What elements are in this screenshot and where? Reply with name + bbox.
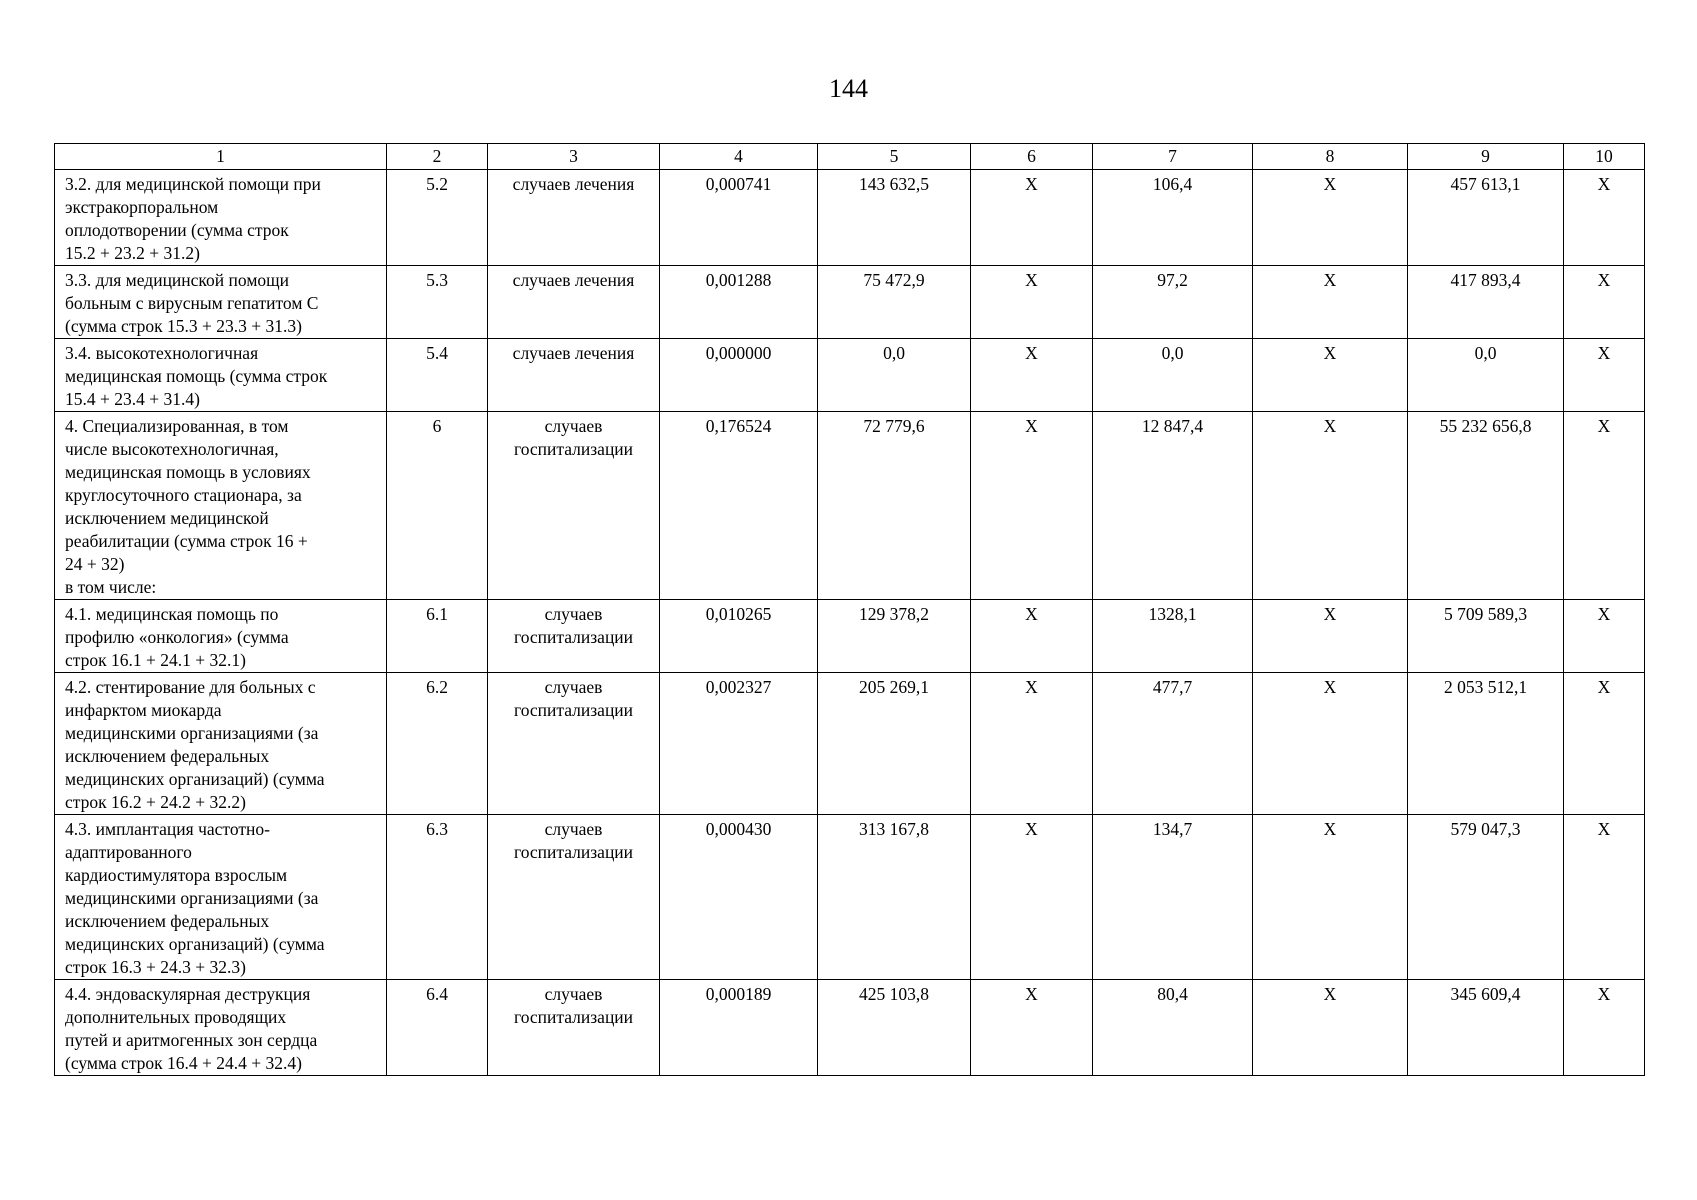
unit-cell <box>488 980 660 1076</box>
per-capita-cell: 97,2 <box>1093 266 1253 339</box>
unit-line: случаев <box>544 984 603 1004</box>
row-code-cell: 6.1 <box>387 600 488 673</box>
unit-cell <box>488 339 660 412</box>
value-x-cell: Х <box>1564 600 1645 673</box>
indicator-name-line: 3.2. для медицинской помощи при <box>65 174 321 194</box>
indicator-name-line: 4.4. эндоваскулярная деструкция <box>65 984 311 1004</box>
unit-line: случаев лечения <box>512 174 635 194</box>
per-capita-cell: 12 847,4 <box>1093 412 1253 600</box>
unit-cell <box>488 412 660 600</box>
value-x-cell: Х <box>971 600 1093 673</box>
unit-cell <box>488 170 660 266</box>
indicator-name-line: 4. Специализированная, в том <box>65 416 289 436</box>
indicator-name-line: медицинских организаций) (сумма <box>65 934 325 954</box>
column-number: 5 <box>818 144 971 170</box>
total-cost-cell: 579 047,3 <box>1408 815 1564 980</box>
unit-line: госпитализации <box>513 439 634 459</box>
table-row <box>55 815 1645 980</box>
indicator-name-line: 4.3. имплантация частотно- <box>65 819 270 839</box>
indicator-name-line: исключением федеральных <box>65 746 270 766</box>
unit-line: госпитализации <box>513 1007 634 1027</box>
norm-volume-cell: 0,000189 <box>660 980 818 1076</box>
unit-line: госпитализации <box>513 700 634 720</box>
per-capita-cell: 0,0 <box>1093 339 1253 412</box>
row-code-cell: 6.2 <box>387 673 488 815</box>
total-cost-cell: 417 893,4 <box>1408 266 1564 339</box>
indicator-name-line: 3.4. высокотехнологичная <box>65 343 259 363</box>
data-table <box>54 143 1645 1076</box>
value-x-cell: Х <box>971 266 1093 339</box>
indicator-name-line: реабилитации (сумма строк 16 + <box>65 531 308 551</box>
norm-cost-cell: 0,0 <box>818 339 971 412</box>
table-row <box>55 170 1645 266</box>
value-x-cell: Х <box>1253 170 1408 266</box>
indicator-name-line: медицинскими организациями (за <box>65 888 319 908</box>
column-number: 7 <box>1093 144 1253 170</box>
table-row <box>55 339 1645 412</box>
value-x-cell: Х <box>971 815 1093 980</box>
value-x-cell: Х <box>971 339 1093 412</box>
indicator-name-cell <box>55 980 387 1076</box>
indicator-name-cell <box>55 673 387 815</box>
norm-cost-cell: 129 378,2 <box>818 600 971 673</box>
indicator-name-line: экстракорпоральном <box>65 197 219 217</box>
value-x-cell: Х <box>971 170 1093 266</box>
value-x-cell: Х <box>971 412 1093 600</box>
value-x-cell: Х <box>1564 266 1645 339</box>
indicator-name-line: 15.4 + 23.4 + 31.4) <box>65 389 200 409</box>
value-x-cell: Х <box>1564 980 1645 1076</box>
unit-line: госпитализации <box>513 842 634 862</box>
indicator-name-line: строк 16.2 + 24.2 + 32.2) <box>65 792 246 812</box>
indicator-name-line: 4.1. медицинская помощь по <box>65 604 279 624</box>
unit-line: случаев <box>544 819 603 839</box>
total-cost-cell: 2 053 512,1 <box>1408 673 1564 815</box>
indicator-name-line: оплодотворении (сумма строк <box>65 220 289 240</box>
indicator-name-line: дополнительных проводящих <box>65 1007 287 1027</box>
table-row <box>55 412 1645 600</box>
norm-cost-cell: 75 472,9 <box>818 266 971 339</box>
value-x-cell: Х <box>1253 266 1408 339</box>
unit-line: случаев <box>544 677 603 697</box>
total-cost-cell: 345 609,4 <box>1408 980 1564 1076</box>
norm-cost-cell: 425 103,8 <box>818 980 971 1076</box>
column-number: 3 <box>488 144 660 170</box>
norm-volume-cell: 0,002327 <box>660 673 818 815</box>
norm-volume-cell: 0,000741 <box>660 170 818 266</box>
indicator-name-line: медицинских организаций) (сумма <box>65 769 325 789</box>
unit-cell <box>488 673 660 815</box>
table-row <box>55 980 1645 1076</box>
indicator-name-line: 15.2 + 23.2 + 31.2) <box>65 243 200 263</box>
total-cost-cell: 0,0 <box>1408 339 1564 412</box>
norm-cost-cell: 143 632,5 <box>818 170 971 266</box>
per-capita-cell: 1328,1 <box>1093 600 1253 673</box>
indicator-name-line: инфарктом миокарда <box>65 700 222 720</box>
value-x-cell: Х <box>971 980 1093 1076</box>
indicator-name-line: кардиостимулятора взрослым <box>65 865 288 885</box>
indicator-name-cell <box>55 815 387 980</box>
table-row <box>55 673 1645 815</box>
column-number: 8 <box>1253 144 1408 170</box>
table-row <box>55 266 1645 339</box>
table-row <box>55 600 1645 673</box>
column-number-row <box>55 144 1645 170</box>
unit-line: госпитализации <box>513 627 634 647</box>
indicator-name-cell <box>55 170 387 266</box>
unit-line: случаев <box>544 416 603 436</box>
unit-cell <box>488 600 660 673</box>
norm-cost-cell: 205 269,1 <box>818 673 971 815</box>
unit-line: случаев лечения <box>512 270 635 290</box>
indicator-name-line: (сумма строк 15.3 + 23.3 + 31.3) <box>65 316 303 336</box>
per-capita-cell: 477,7 <box>1093 673 1253 815</box>
indicator-name-cell <box>55 600 387 673</box>
column-number: 6 <box>971 144 1093 170</box>
column-number: 9 <box>1408 144 1564 170</box>
indicator-name-line: круглосуточного стационара, за <box>65 485 302 505</box>
row-code-cell: 5.3 <box>387 266 488 339</box>
indicator-name-cell <box>55 412 387 600</box>
row-code-cell: 5.4 <box>387 339 488 412</box>
value-x-cell: Х <box>1253 339 1408 412</box>
indicator-name-line: строк 16.1 + 24.1 + 32.1) <box>65 650 246 670</box>
column-number: 1 <box>55 144 387 170</box>
indicator-name-line: медицинскими организациями (за <box>65 723 319 743</box>
indicator-name-line: медицинская помощь (сумма строк <box>65 366 328 386</box>
total-cost-cell: 5 709 589,3 <box>1408 600 1564 673</box>
value-x-cell: Х <box>971 673 1093 815</box>
per-capita-cell: 106,4 <box>1093 170 1253 266</box>
value-x-cell: Х <box>1564 339 1645 412</box>
unit-cell <box>488 815 660 980</box>
indicator-name-line: 4.2. стентирование для больных с <box>65 677 316 697</box>
indicator-name-line: в том числе: <box>65 577 157 597</box>
row-code-cell: 5.2 <box>387 170 488 266</box>
indicator-name-line: медицинская помощь в условиях <box>65 462 311 482</box>
norm-cost-cell: 72 779,6 <box>818 412 971 600</box>
indicator-name-cell <box>55 339 387 412</box>
value-x-cell: Х <box>1564 170 1645 266</box>
indicator-name-line: числе высокотехнологичная, <box>65 439 279 459</box>
unit-line: случаев лечения <box>512 343 635 363</box>
value-x-cell: Х <box>1564 815 1645 980</box>
indicator-name-line: путей и аритмогенных зон сердца <box>65 1030 318 1050</box>
value-x-cell: Х <box>1253 600 1408 673</box>
value-x-cell: Х <box>1253 815 1408 980</box>
indicator-name-line: строк 16.3 + 24.3 + 32.3) <box>65 957 246 977</box>
indicator-name-line: исключением медицинской <box>65 508 269 528</box>
value-x-cell: Х <box>1564 673 1645 815</box>
row-code-cell: 6.3 <box>387 815 488 980</box>
indicator-name-cell <box>55 266 387 339</box>
indicator-name-line: (сумма строк 16.4 + 24.4 + 32.4) <box>65 1053 303 1073</box>
indicator-name-line: 3.3. для медицинской помощи <box>65 270 289 290</box>
value-x-cell: Х <box>1253 673 1408 815</box>
indicator-name-line: профилю «онкология» (сумма <box>65 627 289 647</box>
indicator-name-line: больным с вирусным гепатитом С <box>65 293 319 313</box>
norm-volume-cell: 0,000430 <box>660 815 818 980</box>
indicator-name-line: исключением федеральных <box>65 911 270 931</box>
column-number: 10 <box>1564 144 1645 170</box>
norm-cost-cell: 313 167,8 <box>818 815 971 980</box>
value-x-cell: Х <box>1253 412 1408 600</box>
column-number: 2 <box>387 144 488 170</box>
total-cost-cell: 55 232 656,8 <box>1408 412 1564 600</box>
norm-volume-cell: 0,010265 <box>660 600 818 673</box>
column-number: 4 <box>660 144 818 170</box>
value-x-cell: Х <box>1253 980 1408 1076</box>
per-capita-cell: 134,7 <box>1093 815 1253 980</box>
per-capita-cell: 80,4 <box>1093 980 1253 1076</box>
norm-volume-cell: 0,176524 <box>660 412 818 600</box>
row-code-cell: 6.4 <box>387 980 488 1076</box>
unit-cell <box>488 266 660 339</box>
total-cost-cell: 457 613,1 <box>1408 170 1564 266</box>
indicator-name-line: адаптированного <box>65 842 192 862</box>
value-x-cell: Х <box>1564 412 1645 600</box>
unit-line: случаев <box>544 604 603 624</box>
norm-volume-cell: 0,001288 <box>660 266 818 339</box>
row-code-cell: 6 <box>387 412 488 600</box>
norm-volume-cell: 0,000000 <box>660 339 818 412</box>
page-number: 144 <box>829 74 868 103</box>
indicator-name-line: 24 + 32) <box>65 554 125 574</box>
